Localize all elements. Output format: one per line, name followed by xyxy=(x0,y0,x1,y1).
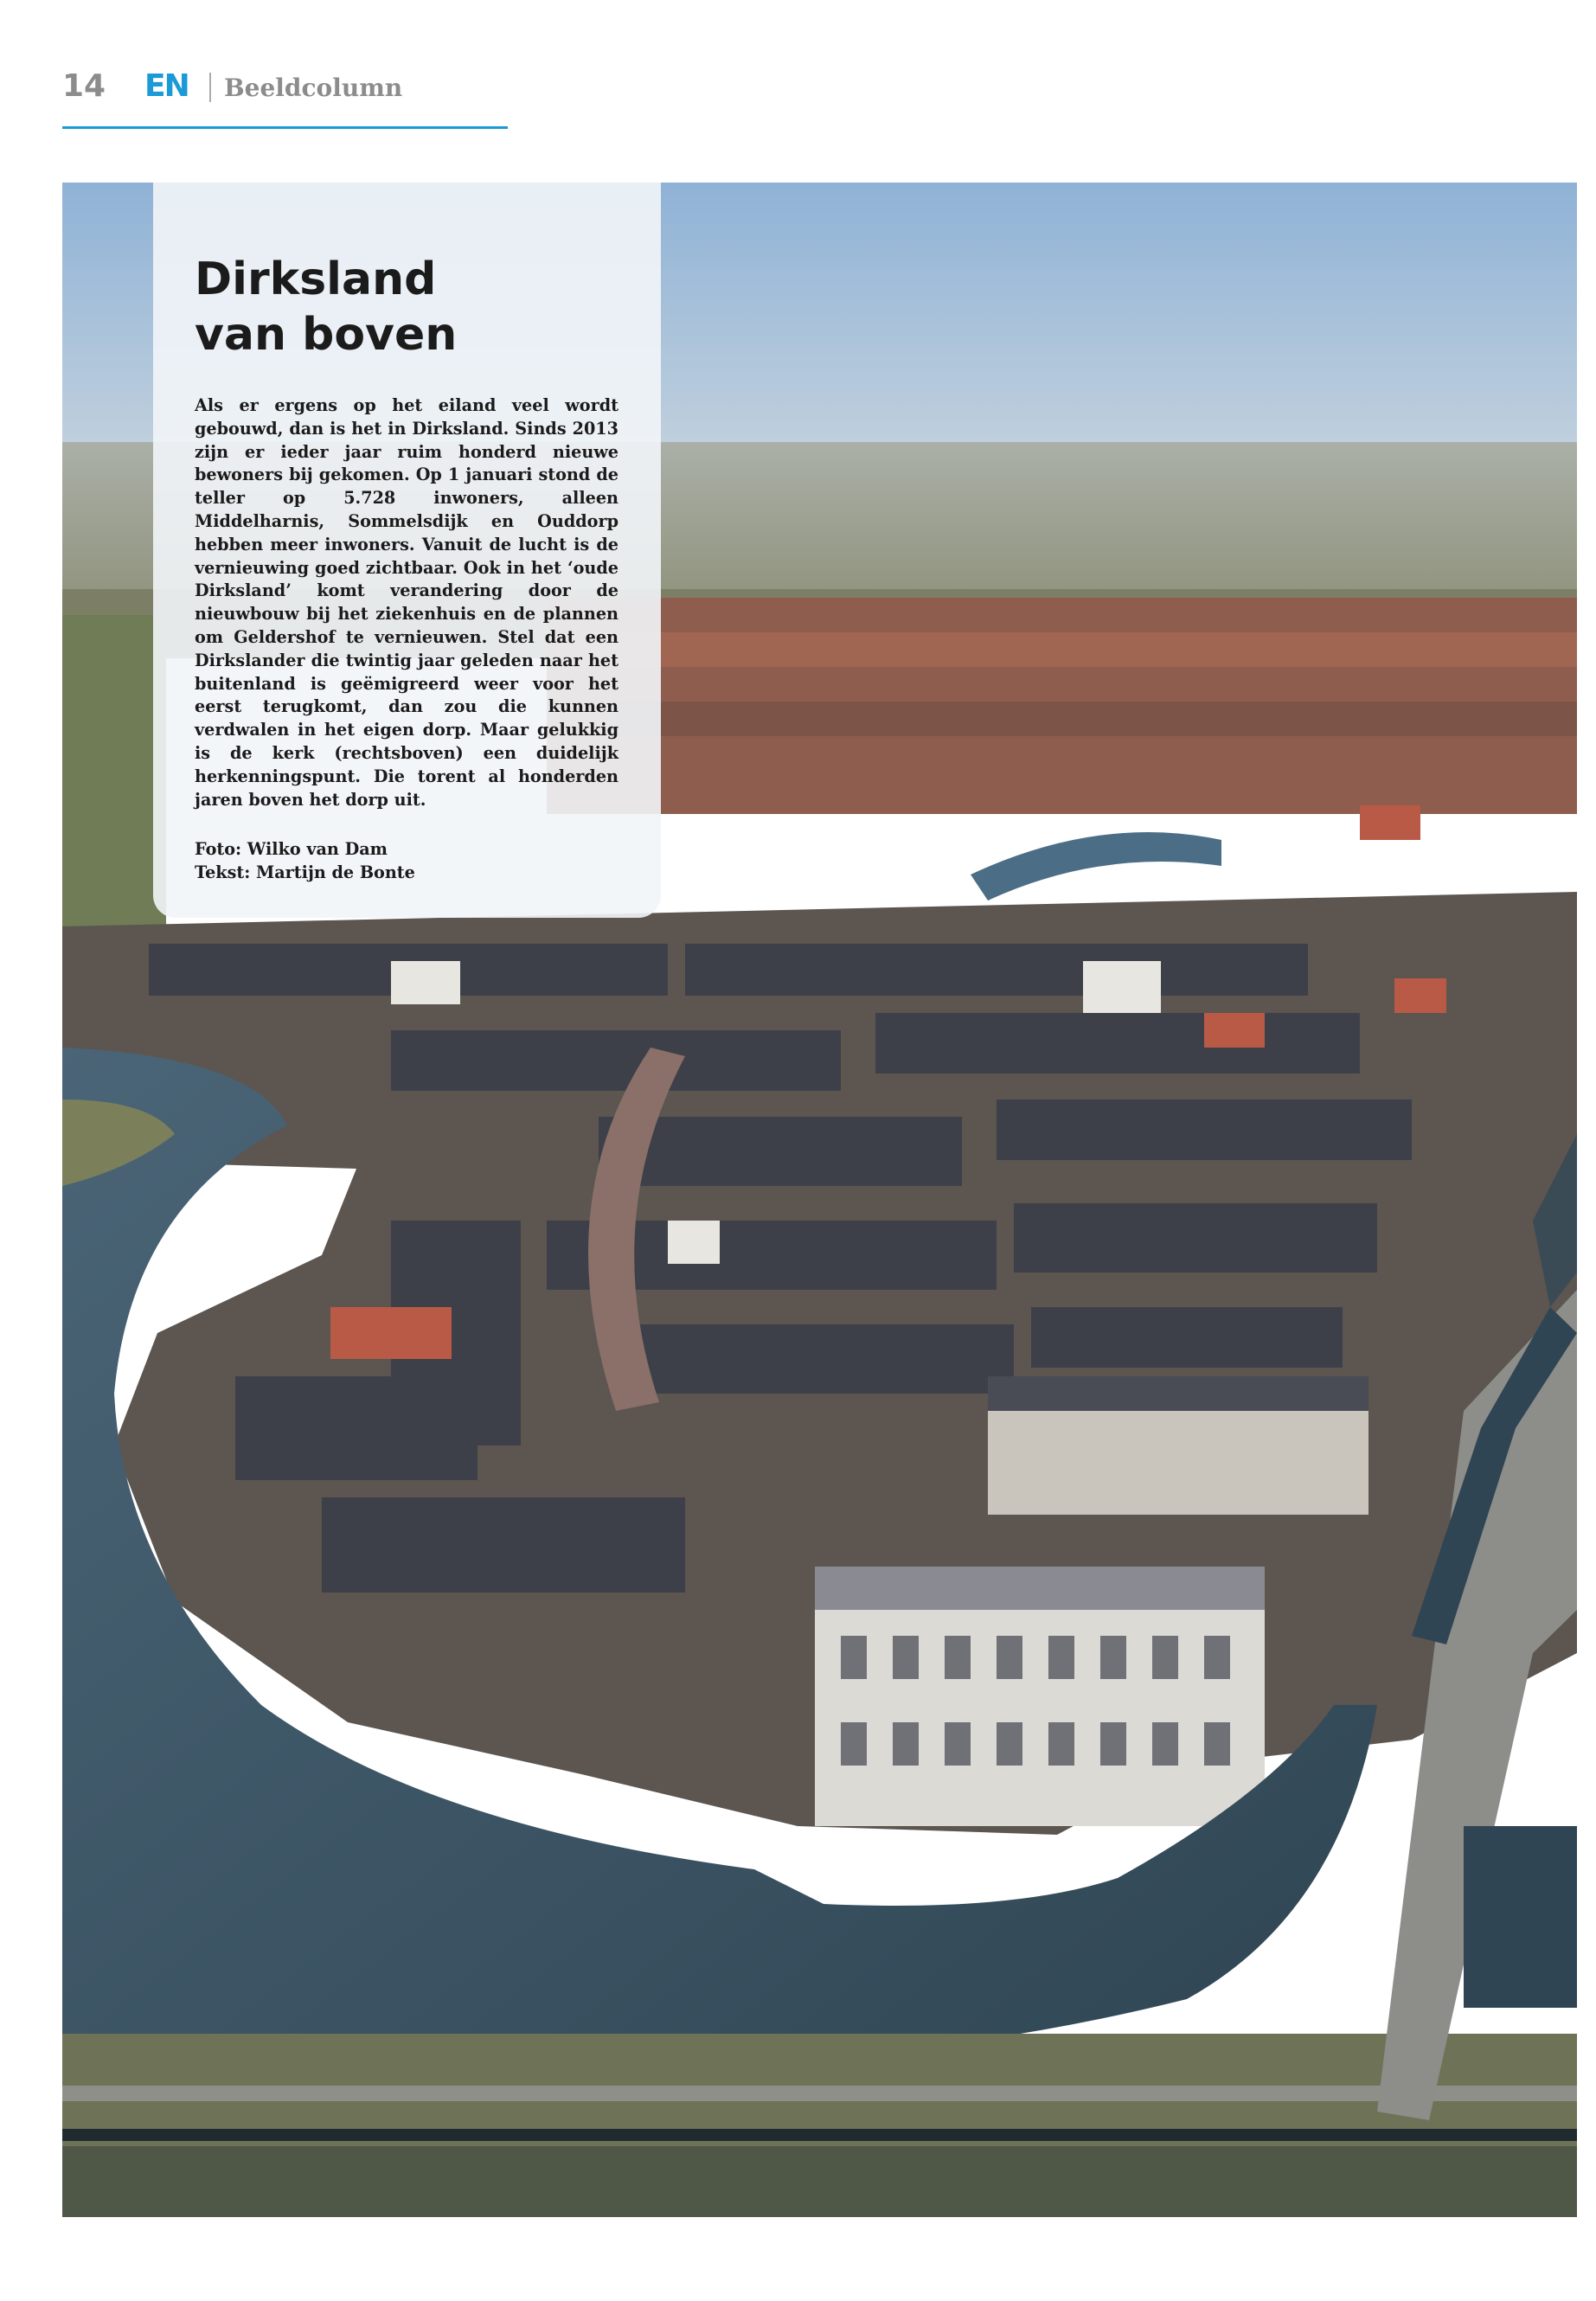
title-line-2: van boven xyxy=(195,309,458,361)
section-name: Beeldcolumn xyxy=(224,74,403,102)
text-credit: Tekst: Martijn de Bonte xyxy=(195,862,415,882)
article-panel xyxy=(153,183,661,918)
upper-canal xyxy=(971,832,1221,901)
photo-credit: Foto: Wilko van Dam xyxy=(195,839,388,859)
article-title xyxy=(195,252,644,362)
page-number: 14 xyxy=(62,68,106,104)
article-body: Als er ergens op het eiland veel wordt gebouwd, dan is het in Dirksland. Sinds 2013 zijn er ieder jaar ruim honderd nieuwe bewoners bij gekomen. Op 1 januari stond de teller op 5.728 inwoners, alleen Middelharnis, Sommelsdijk en Ouddorp hebben meer inwoners. Vanuit de lucht is de vernieuwing goed zichtbaar. Ook in het ‘oude Dirksland’ komt verandering door de nieuwbouw bij het ziekenhuis en de plannen om Geldershof te vernieuwen. Stel dat een Dirkslander die twintig jaar geleden naar het buitenland is geëmigreerd weer voor het eerst terugkomt, dan zou die kunnen verdwalen in het eigen dorp. Maar gelukkig is de kerk (rechtsboven) een duidelijk herkenningspunt. Die torent al honderden jaren boven het dorp uit. xyxy=(195,395,619,810)
credits xyxy=(195,838,619,885)
en-logo: EN xyxy=(144,68,189,104)
header-separator xyxy=(209,73,211,102)
title-line-1: Dirksland xyxy=(195,253,437,305)
header-rule xyxy=(62,126,508,129)
page-header xyxy=(62,67,508,130)
